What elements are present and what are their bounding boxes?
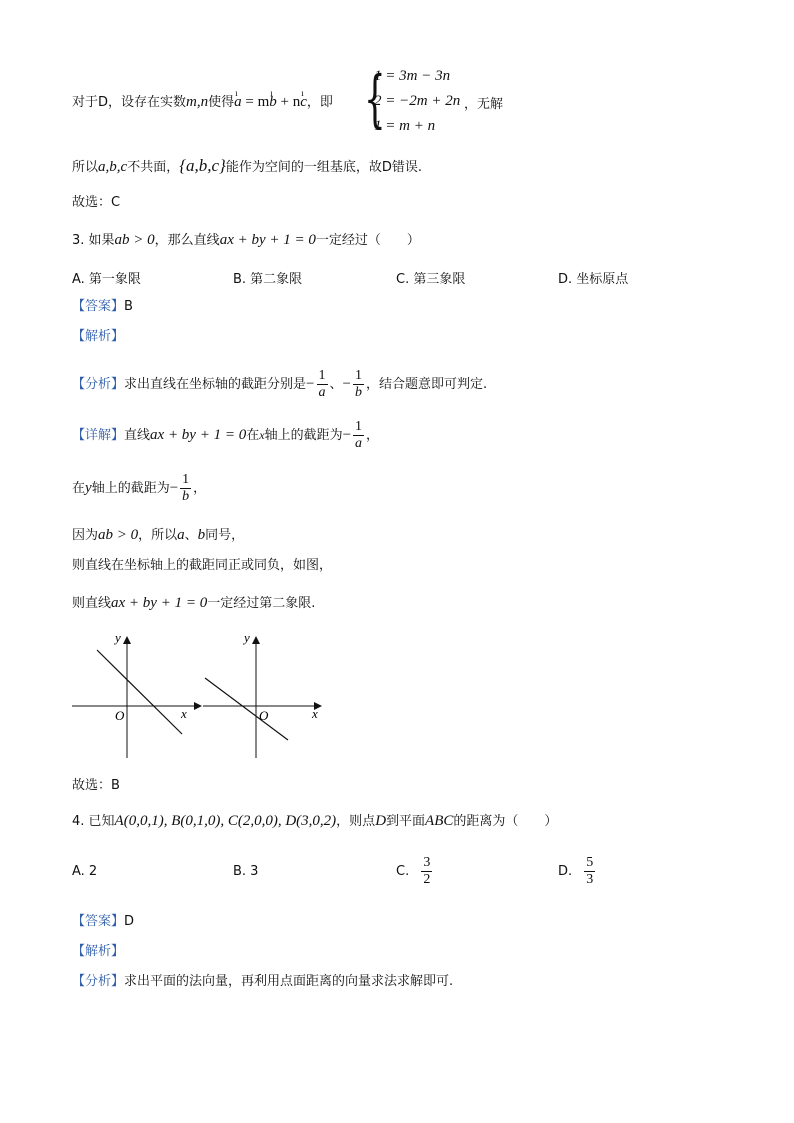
text: 能作为空间的一组基底，故D错误. [225,160,423,175]
text: 对于D，设存在实数 [72,95,187,110]
fraction [317,368,328,401]
denominator: a [355,436,363,451]
line-negative-slope [97,650,182,734]
q3-graphs [70,630,330,765]
q4-option-c [396,852,434,892]
q3-option-a: A. 第一象限 [72,272,141,287]
text: 在 [246,428,260,443]
y-var: y [85,480,92,496]
text: ， [366,428,380,443]
vectors: a,b,c [98,159,128,175]
text: ，结合题意即可判定. [365,377,488,392]
numerator: 1 [355,419,363,434]
equation-3: 1 = m + n [374,118,436,134]
y-arrow [252,636,260,644]
numerator: 1 [354,368,362,383]
q4-answer [72,913,134,931]
text: ， [193,481,207,496]
text: 3. 如果 [72,233,115,248]
text: 则直线 [72,596,112,611]
vector-set: {a,b,c} [179,156,226,175]
answer-value: D [124,914,135,929]
text: = m [241,94,270,110]
text: 在 [72,481,86,496]
line-negative-slope [205,678,288,740]
text: 4. 已知 [72,814,115,829]
equation-2: 2 = −2m + 2n [374,93,461,109]
q4-fenxi [72,973,453,991]
text: 一定经过第二象限. [207,596,316,611]
fraction [353,419,364,452]
text: 不共面， [127,160,180,175]
vector-b: ı b [269,93,277,111]
fraction [353,368,364,401]
y-label: y [115,630,121,645]
numerator: 1 [318,368,326,383]
denominator: 2 [423,872,431,887]
denominator: b [182,489,190,504]
x-arrow [194,702,202,710]
text: 到平面 [386,814,426,829]
q3-analysis [72,328,124,346]
text: 所以 [72,160,99,175]
x-label: x [312,706,318,721]
q3-stem [72,231,420,250]
q4-option-b: B. 3 [233,864,259,879]
y-label: y [244,630,250,645]
text: 直线 [124,428,151,443]
line-equation: ax + by + 1 = 0 [111,595,208,611]
q3-because [72,526,244,545]
choose-b: 故选：B [72,778,120,793]
text: ，无解 [464,97,504,112]
text: ，那么直线 [154,233,220,248]
equation-1: 1 = 3m − 3n [374,68,451,84]
detail-tag: 【详解】 [72,428,125,443]
text: 、 [329,377,343,392]
x-label: x [181,706,187,721]
basis-line [72,157,422,177]
text: 的距离为（ ） [453,814,558,829]
minus: − [342,376,351,392]
fenxi-tag: 【分析】 [72,974,125,989]
numerator: 1 [182,472,190,487]
choose-c: 故选：C [72,195,121,210]
text: 轴上的截距为 [91,481,170,496]
q3-then1: 则直线在坐标轴上的截距同正或同负，如图， [72,558,333,573]
math-vars: m,n [186,94,209,110]
q3-option-d: D. 坐标原点 [558,272,629,287]
denominator: b [354,385,362,400]
graph-left [72,630,202,758]
answer-value: B [124,299,133,314]
q4-option-a: A. 2 [72,864,98,879]
line-equation: ax + by + 1 = 0 [150,427,247,443]
origin-label: O [115,708,125,723]
q3-option-c: C. 第三象限 [396,272,466,287]
text: ，则点 [336,814,376,829]
origin-label: O [259,708,269,723]
q4-stem [72,812,557,831]
numerator: 5 [586,855,594,870]
text: 使得 [208,95,235,110]
q3-detail [72,415,379,456]
var-a: a [177,527,185,543]
text: 求出平面的法向量，再利用点面距离的向量求法求解即可. [124,974,454,989]
minus: − [169,480,179,496]
numerator: 3 [423,855,431,870]
q3-y-intercept [72,468,206,509]
analysis-tag: 【解析】 [72,329,125,344]
q3-option-b: B. 第二象限 [233,272,303,287]
q4-option-d [558,852,597,892]
text: 同号， [205,528,245,543]
fraction [180,472,191,505]
analysis-tag: 【解析】 [72,944,125,959]
var-b: b [197,527,206,543]
label: D. [558,864,573,879]
text: 、 [184,528,198,543]
plane-abc: ABC [425,813,454,829]
condition: ab > 0 [98,527,139,543]
text: 求出直线在坐标轴的截距分别是 [124,377,307,392]
q4-analysis [72,943,124,961]
q3-answer [72,298,133,316]
graph-right [203,630,322,758]
answer-tag: 【答案】 [72,299,125,314]
text: 因为 [72,528,99,543]
q3-fenxi [72,364,487,405]
label: C. [396,864,410,879]
line-equation: ax + by + 1 = 0 [219,232,316,248]
vector-a: ı a [234,93,242,111]
text: ，即 [306,95,333,110]
fraction [421,855,432,888]
vector-c: ı c [300,93,307,111]
text: ，所以 [138,528,178,543]
minus: − [306,376,315,392]
text: + n [276,94,301,110]
points: A(0,0,1), B(0,1,0), C(2,0,0), D(3,0,2) [114,813,337,829]
condition: ab > 0 [114,232,155,248]
brace: { [364,62,386,135]
y-arrow [123,636,131,644]
text: 一定经过（ ） [315,233,420,248]
point-d: D [375,813,387,829]
text: 轴上的截距为 [264,428,343,443]
x-var: x [259,428,265,442]
fraction [584,855,595,888]
fenxi-tag: 【分析】 [72,377,125,392]
denominator: 3 [586,872,594,887]
d-option-line [72,93,333,112]
minus: − [342,427,352,443]
answer-tag: 【答案】 [72,914,125,929]
q3-then2 [72,594,315,613]
denominator: a [318,385,326,400]
